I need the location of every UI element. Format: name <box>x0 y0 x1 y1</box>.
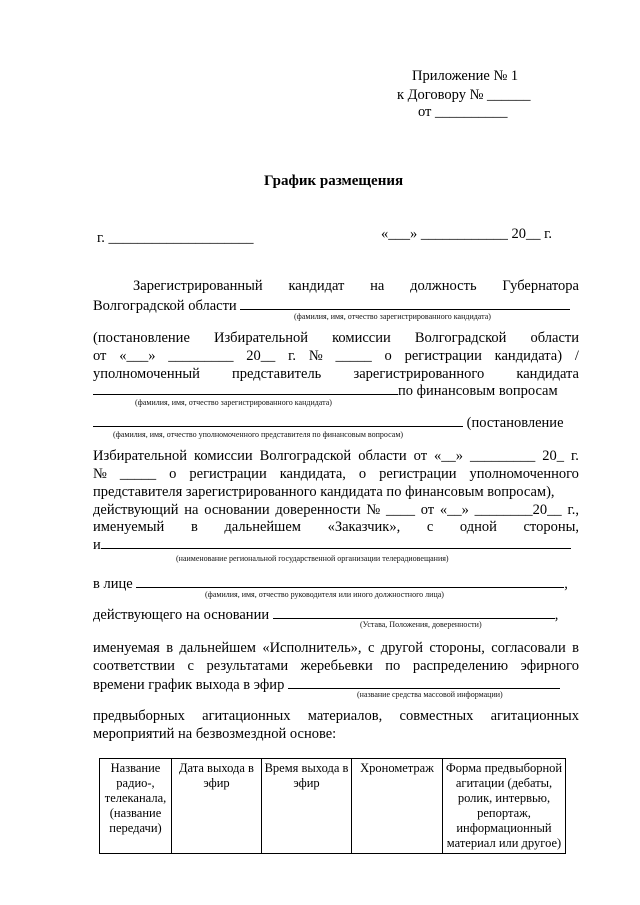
media-name-blank <box>288 676 560 689</box>
appendix-label: Приложение № 1 <box>412 68 519 84</box>
caption-candidate-name-2: (фамилия, имя, отчество зарегистрированного кандидата) <box>135 398 332 407</box>
word: ________20__ <box>474 502 562 518</box>
word: кандидата <box>516 366 579 382</box>
header-form: Форма предвыборной агитации (дебаты, ролик, интервью, репортаж, информационный материал или другое) <box>443 759 566 854</box>
schedule-table <box>99 758 566 854</box>
word: регистрации <box>404 348 482 364</box>
word: согласовали <box>491 640 566 656</box>
word: г. <box>571 448 579 464</box>
word: соответствии <box>93 658 175 674</box>
word: материалов, <box>307 708 383 724</box>
word: № <box>93 466 107 482</box>
word: Избирательной <box>93 448 188 464</box>
date-field: «___» ____________ 20__ г. <box>381 226 553 242</box>
word: жеребьевки <box>300 658 373 674</box>
para1-line5 <box>93 366 579 383</box>
table-header-row <box>100 759 566 854</box>
region-label: Волгоградской области <box>93 298 237 314</box>
word: уполномоченный <box>93 366 200 382</box>
word: _________ <box>470 448 536 464</box>
word: эфирного <box>520 658 579 674</box>
word: на <box>184 502 199 518</box>
word: кандидат <box>288 278 345 294</box>
word: с <box>426 519 434 535</box>
caption-candidate-name: (фамилия, имя, отчество зарегистрированного кандидата) <box>294 312 491 321</box>
para2-line4 <box>93 502 579 519</box>
word: «__» <box>434 448 464 464</box>
person-label: в лице <box>93 576 133 592</box>
schedule-label: времени график выхода в эфир <box>93 677 285 693</box>
caption-basis: (Устава, Положения, доверенности) <box>360 620 482 629</box>
word: 20_ <box>542 448 565 464</box>
word: / <box>574 348 579 364</box>
word: совместных <box>399 708 474 724</box>
header-channel: Название радио-, телеканала, (название передачи) <box>100 759 172 854</box>
word: именуемый <box>93 519 165 535</box>
word: от <box>93 348 107 364</box>
word: по <box>385 658 401 674</box>
word: г. <box>288 348 297 364</box>
word: дальнейшем <box>224 519 301 535</box>
word: основании <box>204 502 270 518</box>
caption-organization: (наименование региональной государственной организации телерадиовещания) <box>176 554 449 563</box>
para2-line1 <box>93 448 579 465</box>
word: на <box>370 278 385 294</box>
basis-label: действующего на основании <box>93 607 270 623</box>
word: стороны, <box>523 519 579 535</box>
para1-line3 <box>93 330 579 347</box>
para4-line2: мероприятий на безвозмездной основе: <box>93 726 337 742</box>
word: ____ <box>385 502 415 518</box>
word: регистрации <box>379 466 457 482</box>
word: агитационных <box>202 708 291 724</box>
word: _____ <box>335 348 372 364</box>
word: Губернатора <box>502 278 579 294</box>
word: 20__ <box>246 348 276 364</box>
word: о <box>169 466 177 482</box>
para1-line4 <box>93 348 579 365</box>
word: распределению <box>412 658 509 674</box>
word: _____ <box>119 466 157 482</box>
header-date: Дата выхода в эфир <box>172 759 262 854</box>
word: «__» <box>439 502 469 518</box>
word: именуемая <box>93 640 160 656</box>
word: одной <box>459 519 497 535</box>
basis-line: действующего на основании , <box>93 607 559 623</box>
para2-line3: представителя зарегистрированного кандидата по финансовым вопросам), <box>93 484 555 500</box>
word: области <box>358 448 407 464</box>
word: стороны, <box>429 640 485 656</box>
finance-label: по финансовым вопросам <box>398 383 558 399</box>
word: комиссии <box>332 330 391 346</box>
word: регистрации <box>189 466 267 482</box>
word: «Исполнитель», <box>262 640 362 656</box>
and-label: и <box>93 537 101 553</box>
para2-line6 <box>93 536 571 554</box>
person-line: в лице , <box>93 576 568 592</box>
person-name-blank <box>136 575 564 588</box>
word: № <box>308 348 323 364</box>
word: области <box>530 330 579 346</box>
word: действующий <box>93 502 179 518</box>
word: с <box>187 658 194 674</box>
caption-media: (название средства массовой информации) <box>357 690 503 699</box>
caption-representative-name: (фамилия, имя, отчество уполномоченного представителя по финансовым вопросам) <box>113 430 404 439</box>
para1-line1 <box>133 278 579 295</box>
word: представитель <box>232 366 322 382</box>
word: в <box>166 640 174 656</box>
word: № <box>366 502 381 518</box>
para4-line1 <box>93 708 579 725</box>
word: Волгоградской <box>414 330 507 346</box>
word: агитационных <box>490 708 579 724</box>
header-time: Время выхода в эфир <box>262 759 352 854</box>
para2-line2 <box>93 466 579 483</box>
word: _________ <box>168 348 234 364</box>
word: «Заказчик», <box>327 519 401 535</box>
word: результатами <box>206 658 289 674</box>
representative-name-blank <box>93 414 463 427</box>
word: (постановление <box>93 330 190 346</box>
para2-line5 <box>93 519 579 536</box>
word: уполномоченного <box>469 466 579 482</box>
contract-date: от __________ <box>418 104 508 120</box>
contract-number: к Договору № ______ <box>397 87 531 103</box>
word: другой <box>380 640 424 656</box>
caption-person: (фамилия, имя, отчество руководителя или иного должностного лица) <box>205 590 444 599</box>
word: в <box>190 519 198 535</box>
word: Зарегистрированный <box>133 278 263 294</box>
word: дальнейшем <box>179 640 256 656</box>
basis-blank <box>273 606 555 619</box>
word: Избирательной <box>213 330 309 346</box>
word: кандидата) <box>494 348 563 364</box>
word: комиссии <box>194 448 253 464</box>
word: «___» <box>119 348 156 364</box>
city-field: г. ____________________ <box>97 230 254 246</box>
word: о <box>384 348 392 364</box>
word: от <box>420 502 435 518</box>
word: доверенности <box>275 502 361 518</box>
resolution-label: (постановление <box>466 415 564 431</box>
word: Волгоградской <box>259 448 352 464</box>
word: кандидата, <box>279 466 346 482</box>
para3-line2 <box>93 658 579 675</box>
word: с <box>367 640 375 656</box>
candidate-name-blank-2 <box>93 382 398 395</box>
word: в <box>572 640 579 656</box>
word: г., <box>567 502 579 518</box>
candidate-name-blank <box>240 297 570 310</box>
word: зарегистрированного <box>353 366 485 382</box>
para3-line1 <box>93 640 579 657</box>
page-title: График размещения <box>264 173 404 189</box>
word: о <box>358 466 367 482</box>
word: от <box>413 448 428 464</box>
header-duration: Хронометраж <box>352 759 443 854</box>
organization-blank <box>101 536 571 549</box>
word: предвыборных <box>93 708 185 724</box>
word: должность <box>410 278 477 294</box>
